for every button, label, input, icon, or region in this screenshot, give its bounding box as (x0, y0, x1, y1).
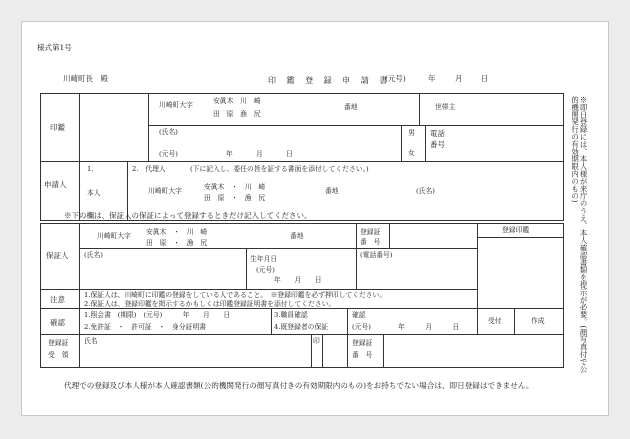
sex-female[interactable]: 女 (408, 149, 415, 157)
date-year: 年 (428, 74, 436, 83)
applicant-district-1: 安眞木 ・ 川 崎 (204, 183, 266, 191)
form-sheet (21, 21, 609, 416)
notice-line-2: 2.保証人は、登録印鑑を掲示するかもしくは印鑑登録証明書を添付してください。 (84, 300, 336, 308)
applicant-name-label: (氏名) (416, 187, 435, 195)
guarantor-banchi: 番地 (290, 232, 304, 240)
seal-banchi: 番地 (344, 103, 358, 111)
seal-birth-era: (元号) (159, 150, 178, 158)
guarantor-label: 保証人 (46, 251, 69, 260)
seal-birth-day: 日 (286, 150, 293, 158)
confirm-item-3[interactable]: 3.職員確認 (274, 311, 308, 319)
form-number: 様式第1号 (37, 43, 72, 52)
notice-label: 注意 (50, 295, 65, 304)
guarantor-phone-label: (電話番号) (360, 251, 393, 259)
seal-birth-month: 月 (256, 150, 263, 158)
confirm-item-4[interactable]: 4.既登録者の保証 (274, 323, 329, 331)
guarantor-address-prefix: 川崎町大字 (97, 232, 131, 240)
received-label: 受付 (488, 317, 502, 325)
seal-address-prefix: 川崎町大字 (159, 101, 193, 109)
applicant-address-prefix: 川崎町大字 (148, 187, 182, 195)
guarantor-district-2: 田 原 ・ 漁 尻 (146, 239, 208, 247)
applicant-district-2: 田 原 ・ 漁 尻 (204, 194, 266, 202)
guarantor-birth-era: (元号) (256, 266, 275, 274)
receipt-label-2: 受 領 (48, 351, 69, 359)
footer-note: 代理での登録及び本人様が本人確認書類(公的機関発行の顔写真付きの有効期限内のもの)をお持ちでない場合は、即日登録はできません。 (64, 381, 534, 390)
guarantor-reg-seal-label: 登録印鑑 (502, 226, 530, 234)
receipt-name-label: 氏名 (84, 337, 98, 345)
confirm-label: 確認 (50, 318, 65, 327)
applicant-option-1[interactable]: 1. (87, 165, 94, 173)
householder-label: 世帯主 (435, 103, 456, 111)
guarantor-note: ※下の欄は、保証人の保証によって登録するときだけ記入してください。 (64, 211, 312, 220)
receipt-reg-no-2: 番 号 (352, 351, 373, 359)
side-note: ※即日登録には、本人様が来庁のうえ、本人確認書類を提示が必要。(顔写真付で公的機関発行の有効期限内のもの) (570, 96, 589, 373)
date-era: (元号) (385, 74, 406, 83)
date-month: 月 (455, 74, 463, 83)
receipt-label-1: 登録証 (48, 339, 69, 347)
seal-birth-year: 年 (226, 150, 233, 158)
confirm-date: (元号) 年 月 日 (352, 323, 460, 331)
addressee: 川崎町長 殿 (63, 74, 108, 83)
confirm-item-1[interactable]: 1.照会書 (期限) (元号) 年 月 日 (84, 311, 231, 319)
seal-district-2: 田 原 漁 尻 (213, 110, 261, 118)
form-title: 印 鑑 登 録 申 請 書 (268, 76, 392, 85)
applicant-label: 申請人 (44, 180, 67, 189)
confirm-date-label: 確認 (352, 311, 366, 319)
confirm-item-2[interactable]: 2.免許証 ・ 許可証 ・ 身分証明書 (84, 323, 207, 331)
sex-male[interactable]: 男 (408, 129, 415, 137)
applicant-proxy-note: (下に記入し、委任の旨を証する書面を添付してください。) (190, 165, 369, 173)
guarantor-reg-no-label: 登録証番 号 (360, 228, 381, 247)
receipt-seal-label: 印 (313, 337, 320, 345)
receipt-reg-no-1: 登録証 (352, 339, 373, 347)
notice-line-1: 1.保証人は、川崎町に印鑑の登録をしている人であること。 ※登録印鑑を必ず押印してください。 (84, 291, 387, 299)
guarantor-name-label: (氏名) (84, 251, 103, 259)
seal-name-label: (氏名) (159, 128, 178, 136)
guarantor-birth-label: 生年月日 (250, 255, 278, 263)
applicant-banchi: 番地 (325, 187, 339, 195)
date-day: 日 (481, 74, 489, 83)
guarantor-birth-ymd: 年 月 日 (274, 276, 322, 284)
applicant-option-2[interactable]: 2. 代理人 (132, 165, 166, 173)
seal-label: 印鑑 (50, 123, 65, 132)
guarantor-district-1: 安眞木 ・ 川 崎 (146, 228, 208, 236)
seal-district-1: 安眞木 川 崎 (213, 97, 261, 105)
applicant-self: 本人 (87, 189, 101, 197)
created-label: 作成 (531, 317, 545, 325)
seal-phone-label: 電話番号 (430, 129, 445, 149)
seal-applicant-table (40, 93, 564, 221)
